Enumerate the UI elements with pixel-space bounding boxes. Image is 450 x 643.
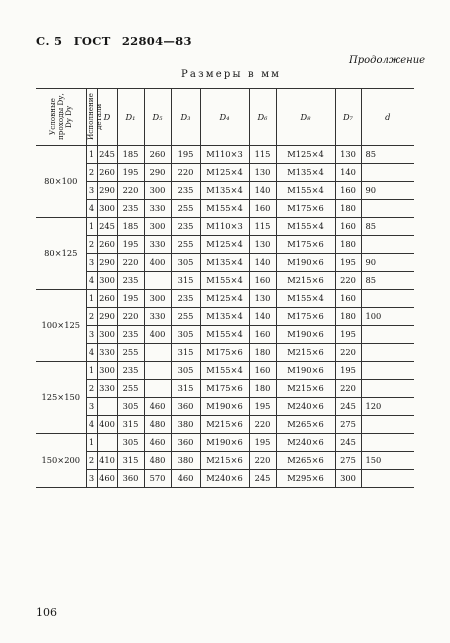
table-row: [36, 416, 414, 434]
nominal-size-cell: 150×200: [36, 434, 86, 488]
cell-D6: 160: [249, 200, 276, 218]
cell-D7: 300: [335, 470, 361, 488]
header-row: [36, 89, 414, 146]
cell-D8: M240×6: [276, 434, 335, 452]
cell-D8: M175×6: [276, 308, 335, 326]
table-row: [36, 182, 414, 200]
cell-D1: 195: [117, 164, 144, 182]
cell-D1: 360: [117, 470, 144, 488]
cell-D: 330: [97, 344, 117, 362]
cell-D8: M155×4: [276, 290, 335, 308]
cell-D4: M155×4: [200, 326, 249, 344]
cell-D8: M190×6: [276, 326, 335, 344]
execution-cell: 3: [86, 326, 97, 344]
cell-D: 290: [97, 254, 117, 272]
cell-d: [361, 416, 414, 434]
cell-D7: 220: [335, 344, 361, 362]
cell-D8: M125×4: [276, 146, 335, 164]
cell-D4: M175×6: [200, 380, 249, 398]
cell-d: 120: [361, 398, 414, 416]
cell-D5: 400: [144, 326, 171, 344]
cell-D5: 330: [144, 308, 171, 326]
nominal-size-cell: 80×100: [36, 146, 86, 218]
cell-D3: 305: [171, 326, 200, 344]
table-row: [36, 272, 414, 290]
col-D5-header: D₅: [144, 89, 171, 146]
cell-D6: 195: [249, 434, 276, 452]
cell-D: 300: [97, 362, 117, 380]
cell-D3: 315: [171, 344, 200, 362]
nominal-size-cell: 80×125: [36, 218, 86, 290]
cell-D7: 180: [335, 200, 361, 218]
table-body: [36, 146, 414, 488]
table-row: [36, 452, 414, 470]
cell-D7: 220: [335, 380, 361, 398]
execution-cell: 3: [86, 182, 97, 200]
cell-D7: 130: [335, 146, 361, 164]
execution-cell: 2: [86, 380, 97, 398]
page-label: С. 5: [36, 34, 63, 48]
cell-D6: 220: [249, 452, 276, 470]
cell-D7: 195: [335, 254, 361, 272]
table-row: [36, 236, 414, 254]
cell-D5: 480: [144, 452, 171, 470]
cell-D6: 195: [249, 398, 276, 416]
table-row: [36, 146, 414, 164]
cell-D6: 140: [249, 308, 276, 326]
cell-D1: 195: [117, 290, 144, 308]
cell-D4: M110×3: [200, 218, 249, 236]
cell-D3: 360: [171, 398, 200, 416]
cell-D4: M155×4: [200, 200, 249, 218]
cell-D: 260: [97, 236, 117, 254]
cell-D7: 275: [335, 452, 361, 470]
cell-D7: 245: [335, 434, 361, 452]
cell-D6: 180: [249, 344, 276, 362]
cell-D6: 160: [249, 326, 276, 344]
execution-cell: 4: [86, 272, 97, 290]
table-row: [36, 434, 414, 452]
cell-d: 150: [361, 452, 414, 470]
col-D7-header: D₇: [335, 89, 361, 146]
standard-label: ГОСТ: [73, 34, 111, 48]
execution-cell: 4: [86, 416, 97, 434]
cell-D6: 160: [249, 362, 276, 380]
cell-D5: 260: [144, 146, 171, 164]
cell-D8: M215×6: [276, 272, 335, 290]
cell-d: 90: [361, 182, 414, 200]
cell-D1: 315: [117, 416, 144, 434]
cell-d: [361, 362, 414, 380]
cell-D4: M135×4: [200, 308, 249, 326]
cell-D1: 235: [117, 326, 144, 344]
cell-D3: 305: [171, 362, 200, 380]
execution-cell: 1: [86, 146, 97, 164]
cell-D4: M155×4: [200, 272, 249, 290]
cell-D1: 220: [117, 308, 144, 326]
cell-D4: M135×4: [200, 254, 249, 272]
cell-D8: M295×6: [276, 470, 335, 488]
col-D4-header: D₄: [200, 89, 249, 146]
execution-cell: 3: [86, 470, 97, 488]
cell-D1: 255: [117, 344, 144, 362]
cell-D: 260: [97, 290, 117, 308]
cell-d: [361, 434, 414, 452]
nominal-size-cell: 125×150: [36, 362, 86, 434]
cell-D7: 275: [335, 416, 361, 434]
cell-D1: 185: [117, 218, 144, 236]
cell-d: [361, 164, 414, 182]
cell-D3: 315: [171, 272, 200, 290]
cell-D1: 235: [117, 200, 144, 218]
cell-D1: 305: [117, 434, 144, 452]
cell-D7: 195: [335, 326, 361, 344]
cell-D7: 220: [335, 272, 361, 290]
cell-D: 330: [97, 380, 117, 398]
cell-D3: 220: [171, 164, 200, 182]
cell-D3: 195: [171, 146, 200, 164]
cell-D5: 290: [144, 164, 171, 182]
cell-D5: 480: [144, 416, 171, 434]
col-exec-header: Исполнение детали: [86, 89, 97, 146]
cell-D5: 460: [144, 398, 171, 416]
cell-D3: 305: [171, 254, 200, 272]
cell-D8: M215×6: [276, 344, 335, 362]
cell-D4: M190×6: [200, 434, 249, 452]
execution-cell: 3: [86, 398, 97, 416]
cell-D: 410: [97, 452, 117, 470]
cell-D: 290: [97, 308, 117, 326]
cell-D3: 255: [171, 308, 200, 326]
execution-cell: 1: [86, 434, 97, 452]
execution-cell: 3: [86, 254, 97, 272]
table-row: [36, 344, 414, 362]
cell-D4: M125×4: [200, 164, 249, 182]
execution-cell: 4: [86, 200, 97, 218]
execution-cell: 1: [86, 362, 97, 380]
cell-D5: [144, 272, 171, 290]
cell-D4: M175×6: [200, 344, 249, 362]
cell-D7: 180: [335, 236, 361, 254]
page-number: 106: [36, 606, 57, 619]
cell-D4: M215×6: [200, 452, 249, 470]
cell-d: 85: [361, 218, 414, 236]
cell-D5: 300: [144, 182, 171, 200]
cell-D8: M190×6: [276, 362, 335, 380]
cell-D8: M175×6: [276, 200, 335, 218]
cell-D8: M155×4: [276, 182, 335, 200]
cell-D4: M155×4: [200, 362, 249, 380]
cell-D3: 360: [171, 434, 200, 452]
execution-cell: 1: [86, 290, 97, 308]
cell-D6: 140: [249, 182, 276, 200]
col-D3-header: D₃: [171, 89, 200, 146]
cell-D: [97, 434, 117, 452]
cell-D3: 255: [171, 200, 200, 218]
cell-D1: 255: [117, 380, 144, 398]
cell-d: [361, 200, 414, 218]
page-header: [36, 34, 199, 48]
cell-D7: 195: [335, 362, 361, 380]
cell-D: 290: [97, 182, 117, 200]
standard-number: 22804—83: [121, 34, 192, 48]
cell-D4: M240×6: [200, 470, 249, 488]
col-D6-header: D₆: [249, 89, 276, 146]
cell-D: [97, 398, 117, 416]
cell-D6: 140: [249, 254, 276, 272]
cell-D3: 235: [171, 218, 200, 236]
cell-D3: 255: [171, 236, 200, 254]
cell-D1: 315: [117, 452, 144, 470]
cell-D1: 195: [117, 236, 144, 254]
cell-d: 85: [361, 146, 414, 164]
table-row: [36, 362, 414, 380]
cell-D3: 380: [171, 452, 200, 470]
cell-D4: M125×4: [200, 290, 249, 308]
cell-D1: 235: [117, 272, 144, 290]
cell-D6: 115: [249, 146, 276, 164]
cell-D7: 245: [335, 398, 361, 416]
execution-cell: 1: [86, 218, 97, 236]
execution-cell: 2: [86, 236, 97, 254]
cell-d: 90: [361, 254, 414, 272]
cell-D6: 180: [249, 380, 276, 398]
table-row: [36, 470, 414, 488]
cell-D7: 160: [335, 218, 361, 236]
col-D8-header: D₈: [276, 89, 335, 146]
cell-d: [361, 236, 414, 254]
table-caption: Размеры в мм: [181, 69, 282, 80]
cell-D3: 380: [171, 416, 200, 434]
cell-D: 300: [97, 272, 117, 290]
cell-D8: M190×6: [276, 254, 335, 272]
execution-cell: 2: [86, 308, 97, 326]
cell-D5: [144, 362, 171, 380]
cell-D5: 330: [144, 236, 171, 254]
col-dy-header: Условные проходы Dу, Dу Dу: [36, 89, 86, 146]
cell-d: [361, 326, 414, 344]
cell-D: 300: [97, 200, 117, 218]
table-row: [36, 164, 414, 182]
execution-cell: 2: [86, 164, 97, 182]
col-d-header: d: [361, 89, 414, 146]
cell-D4: M190×6: [200, 398, 249, 416]
cell-D: 245: [97, 146, 117, 164]
cell-D4: M215×6: [200, 416, 249, 434]
cell-D8: M215×6: [276, 380, 335, 398]
cell-D7: 160: [335, 182, 361, 200]
cell-D5: 300: [144, 290, 171, 308]
cell-D8: M175×6: [276, 236, 335, 254]
cell-D8: M265×6: [276, 452, 335, 470]
cell-D4: M110×3: [200, 146, 249, 164]
cell-D: 245: [97, 218, 117, 236]
table-row: [36, 380, 414, 398]
cell-D6: 130: [249, 164, 276, 182]
cell-D8: M155×4: [276, 218, 335, 236]
cell-D1: 235: [117, 362, 144, 380]
table-row: [36, 290, 414, 308]
cell-D7: 160: [335, 290, 361, 308]
cell-D8: M265×6: [276, 416, 335, 434]
cell-D5: 460: [144, 434, 171, 452]
cell-D6: 115: [249, 218, 276, 236]
table-row: [36, 308, 414, 326]
cell-D7: 140: [335, 164, 361, 182]
execution-cell: 4: [86, 344, 97, 362]
cell-D3: 315: [171, 380, 200, 398]
cell-D: 400: [97, 416, 117, 434]
col-D1-header: D₁: [117, 89, 144, 146]
cell-D3: 235: [171, 182, 200, 200]
col-D-header: D: [97, 89, 117, 146]
cell-D1: 185: [117, 146, 144, 164]
cell-d: [361, 380, 414, 398]
cell-D3: 235: [171, 290, 200, 308]
cell-d: 85: [361, 272, 414, 290]
cell-D: 260: [97, 164, 117, 182]
cell-D6: 160: [249, 272, 276, 290]
cell-d: [361, 470, 414, 488]
cell-D7: 180: [335, 308, 361, 326]
cell-D5: 570: [144, 470, 171, 488]
cell-D: 460: [97, 470, 117, 488]
table-row: [36, 200, 414, 218]
cell-D1: 220: [117, 254, 144, 272]
cell-D4: M135×4: [200, 182, 249, 200]
cell-D4: M125×4: [200, 236, 249, 254]
nominal-size-cell: 100×125: [36, 290, 86, 362]
continuation-label: Продолжение: [349, 55, 426, 66]
cell-D6: 130: [249, 290, 276, 308]
table-row: [36, 254, 414, 272]
table-row: [36, 326, 414, 344]
cell-D6: 220: [249, 416, 276, 434]
cell-D5: [144, 380, 171, 398]
cell-d: 100: [361, 308, 414, 326]
cell-D5: 330: [144, 200, 171, 218]
table-row: [36, 218, 414, 236]
cell-D5: 400: [144, 254, 171, 272]
cell-D6: 245: [249, 470, 276, 488]
cell-D8: M240×6: [276, 398, 335, 416]
cell-D5: 300: [144, 218, 171, 236]
cell-d: [361, 344, 414, 362]
table-row: [36, 398, 414, 416]
execution-cell: 2: [86, 452, 97, 470]
cell-D8: M135×4: [276, 164, 335, 182]
cell-d: [361, 290, 414, 308]
cell-D3: 460: [171, 470, 200, 488]
cell-D6: 130: [249, 236, 276, 254]
cell-D: 300: [97, 326, 117, 344]
dimensions-table: [36, 88, 414, 488]
cell-D5: [144, 344, 171, 362]
cell-D1: 305: [117, 398, 144, 416]
cell-D1: 220: [117, 182, 144, 200]
